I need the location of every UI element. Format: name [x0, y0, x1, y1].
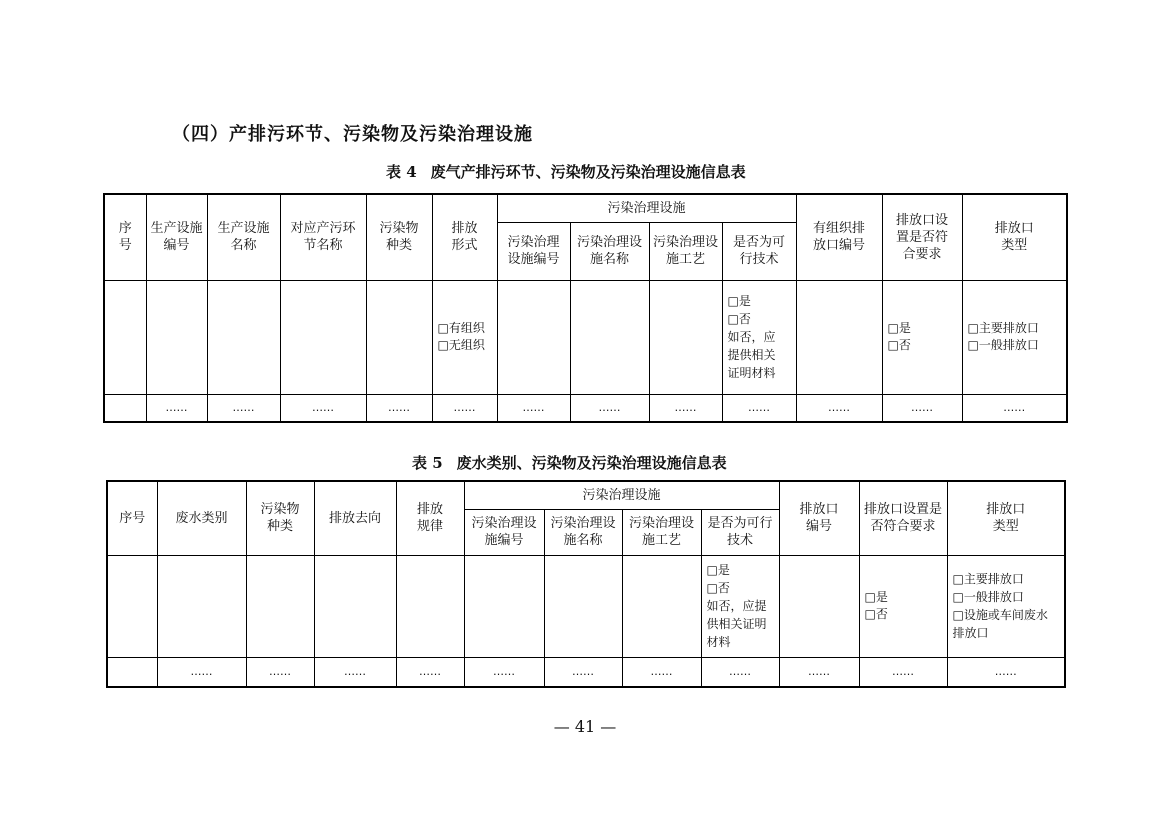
- t5-h-outlet-no-text: 排放口编号: [799, 502, 839, 535]
- t5-ellipsis: ……: [947, 657, 1065, 687]
- t5-h-outlet-type: [947, 481, 1065, 555]
- t4-ellipsis: ……: [432, 394, 497, 422]
- t5-h-treatment-no-text: 污染治理设施编号: [471, 516, 537, 548]
- t5-ellipsis: ……: [396, 657, 464, 687]
- t4-r1-treatment-name: [570, 280, 649, 394]
- t4-ellipsis: ……: [649, 394, 722, 422]
- t4-h-feasible-text: 是否为可行技术: [732, 235, 785, 267]
- t4-option-main-outlet[interactable]: □主要排放口: [967, 321, 1039, 335]
- table4-header-row1: [104, 194, 1067, 222]
- t5-h-rule-text: 排放规律: [416, 502, 443, 535]
- t5-option-general-outlet[interactable]: □一般排放口: [952, 590, 1024, 604]
- t5-r1-pollutant: [246, 555, 314, 657]
- t4-option-compliance-yes[interactable]: □是: [887, 321, 911, 335]
- t5-h-treatment-no: [464, 509, 544, 555]
- t5-h-feasible-text: 是否为可行技术: [707, 516, 773, 548]
- table5-caption-text: 废水类别、污染物及污染治理设施信息表: [456, 454, 727, 472]
- t4-h-outlet-no: [796, 194, 882, 280]
- t4-ellipsis: ……: [962, 394, 1067, 422]
- t5-ellipsis: ……: [246, 657, 314, 687]
- t5-r1-destination: [314, 555, 396, 657]
- t5-r1-treatment-name: [544, 555, 622, 657]
- t5-h-feasible: [701, 509, 779, 555]
- t4-h-pollutant: [366, 194, 432, 280]
- t4-r1-facility-name: [207, 280, 280, 394]
- t4-option-compliance-no[interactable]: □否: [887, 338, 911, 352]
- t5-ellipsis: ……: [779, 657, 859, 687]
- t5-r2-seq: [107, 657, 157, 687]
- t4-r1-treatment-process: [649, 280, 722, 394]
- t5-feasible-note: 如否，应提供相关证明材料: [706, 599, 767, 649]
- t5-r1-rule: [396, 555, 464, 657]
- t5-h-outlet-compliance-text: 排放口设置是否符合要求: [864, 502, 943, 535]
- t4-option-general-outlet[interactable]: □一般排放口: [967, 338, 1039, 352]
- t5-r1-treatment-process: [622, 555, 701, 657]
- t4-r1-compliance: [882, 280, 962, 394]
- t5-r1-seq: [107, 555, 157, 657]
- t4-ellipsis: ……: [207, 394, 280, 422]
- t5-r1-compliance: [859, 555, 947, 657]
- t5-ellipsis: ……: [859, 657, 947, 687]
- t4-r1-process: [280, 280, 366, 394]
- table-row: [104, 394, 1067, 422]
- t5-option-compliance-no[interactable]: □否: [864, 607, 888, 621]
- table-row: [107, 555, 1065, 657]
- t4-r2-seq: [104, 394, 146, 422]
- t5-h-treatment-name: [544, 509, 622, 555]
- section-title: （四）产排污环节、污染物及污染治理设施: [172, 124, 533, 145]
- t4-h-pollutant-text: 污染物种类: [379, 221, 419, 254]
- t4-r1-feasible: [722, 280, 796, 394]
- t4-h-outlet-compliance-text: 排放口设置是否符合要求: [896, 212, 949, 262]
- t5-h-seq: 序号: [107, 481, 157, 555]
- t5-r1-type: [947, 555, 1065, 657]
- t5-r1-treatment-no: [464, 555, 544, 657]
- t5-option-feasible-yes[interactable]: □是: [706, 563, 730, 577]
- t5-ellipsis: ……: [314, 657, 396, 687]
- t4-h-form-text: 排放形式: [451, 221, 478, 254]
- t4-h-treatment-name-text: 污染治理设施名称: [576, 235, 642, 267]
- t5-option-compliance-yes[interactable]: □是: [864, 590, 888, 604]
- t5-h-treatment-group: 污染治理设施: [464, 481, 779, 509]
- t4-h-seq-text: 序号: [118, 221, 132, 254]
- t4-h-outlet-no-text: 有组织排放口编号: [813, 221, 866, 254]
- t4-h-treatment-process-text: 污染治理设施工艺: [652, 235, 718, 267]
- t4-h-outlet-compliance: [882, 194, 962, 280]
- t4-option-feasible-yes[interactable]: □是: [727, 294, 751, 308]
- t4-h-facility-no: [146, 194, 207, 280]
- page-number: — 41 —: [553, 717, 617, 736]
- t4-ellipsis: ……: [882, 394, 962, 422]
- t4-option-organized[interactable]: □有组织: [437, 321, 485, 335]
- t5-ellipsis: ……: [157, 657, 246, 687]
- t4-ellipsis: ……: [146, 394, 207, 422]
- t4-h-process-text: 对应产污环节名称: [290, 221, 356, 254]
- t5-ellipsis: ……: [464, 657, 544, 687]
- table-row: [107, 657, 1065, 687]
- t5-h-pollutant-text: 污染物种类: [260, 502, 300, 535]
- t4-r1-treatment-no: [497, 280, 570, 394]
- t5-h-outlet-no: [779, 481, 859, 555]
- t5-r1-category: [157, 555, 246, 657]
- t4-ellipsis: ……: [796, 394, 882, 422]
- t4-option-feasible-no[interactable]: □否: [727, 312, 751, 326]
- t4-r1-type: [962, 280, 1067, 394]
- t5-option-workshop-outlet[interactable]: □设施或车间废水排放口: [952, 608, 1048, 640]
- t4-h-facility-name: [207, 194, 280, 280]
- t4-h-treatment-group: 污染治理设施: [497, 194, 796, 222]
- t5-r1-feasible: [701, 555, 779, 657]
- t5-h-rule: [396, 481, 464, 555]
- table4-caption-number: 表 4: [386, 163, 417, 181]
- t4-ellipsis: ……: [366, 394, 432, 422]
- t5-h-treatment-process-text: 污染治理设施工艺: [628, 516, 694, 548]
- t4-h-treatment-no-text: 污染治理设施编号: [507, 235, 560, 267]
- t4-r1-seq: [104, 280, 146, 394]
- table5: [106, 480, 1066, 688]
- t5-h-pollutant: [246, 481, 314, 555]
- table4: [103, 193, 1068, 423]
- t5-h-outlet-type-text: 排放口类型: [986, 502, 1026, 535]
- t4-h-form: [432, 194, 497, 280]
- t5-option-feasible-no[interactable]: □否: [706, 581, 730, 595]
- t4-h-seq: [104, 194, 146, 280]
- t4-h-process: [280, 194, 366, 280]
- t4-ellipsis: ……: [570, 394, 649, 422]
- table5-caption: [412, 452, 727, 473]
- t5-ellipsis: ……: [622, 657, 701, 687]
- t4-ellipsis: ……: [497, 394, 570, 422]
- t5-h-destination: 排放去向: [314, 481, 396, 555]
- t4-r1-form: [432, 280, 497, 394]
- t5-h-treatment-process: [622, 509, 701, 555]
- t4-h-outlet-type-text: 排放口类型: [994, 221, 1034, 254]
- table5-caption-number: 表 5: [412, 454, 443, 472]
- t5-h-outlet-compliance: [859, 481, 947, 555]
- t5-option-main-outlet[interactable]: □主要排放口: [952, 572, 1024, 586]
- t5-ellipsis: ……: [544, 657, 622, 687]
- t4-h-treatment-name: [570, 222, 649, 280]
- t4-h-facility-no-text: 生产设施编号: [150, 221, 203, 254]
- t5-r1-outlet-no: [779, 555, 859, 657]
- t4-ellipsis: ……: [280, 394, 366, 422]
- t4-r1-facility-no: [146, 280, 207, 394]
- t4-h-treatment-process: [649, 222, 722, 280]
- table5-header-row1: [107, 481, 1065, 509]
- t4-r1-pollutant: [366, 280, 432, 394]
- t5-h-category: 废水类别: [157, 481, 246, 555]
- t4-h-facility-name-text: 生产设施名称: [217, 221, 270, 254]
- t4-option-unorganized[interactable]: □无组织: [437, 338, 485, 352]
- t4-r1-outlet-no: [796, 280, 882, 394]
- table4-caption-text: 废气产排污环节、污染物及污染治理设施信息表: [430, 163, 746, 181]
- t5-ellipsis: ……: [701, 657, 779, 687]
- table4-caption: [386, 161, 746, 182]
- t5-h-treatment-name-text: 污染治理设施名称: [550, 516, 616, 548]
- table-row: [104, 280, 1067, 394]
- t4-h-outlet-type: [962, 194, 1067, 280]
- t4-h-feasible: [722, 222, 796, 280]
- t4-ellipsis: ……: [722, 394, 796, 422]
- t4-h-treatment-no: [497, 222, 570, 280]
- t4-feasible-note: 如否，应提供相关证明材料: [727, 330, 776, 380]
